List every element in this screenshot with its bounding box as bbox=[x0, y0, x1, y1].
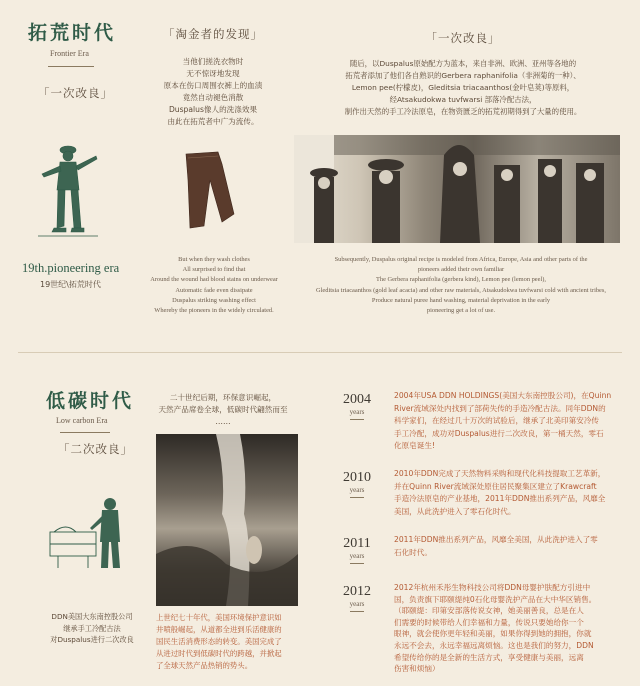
discovery-cn-line: Duspalus像人的洗涤效果 bbox=[168, 105, 258, 114]
timeline-line: （耶颐缇：印第安部落传说女神，她美丽善良，总是在人 bbox=[394, 606, 584, 616]
timeline-line: 美国，从此洗护进入了零石化时代。 bbox=[394, 506, 516, 516]
discovery-en-text bbox=[124, 255, 304, 316]
timeline-line: 2012年杭州禾彤生物科技公司将DDN母婴护肤配方引进中 bbox=[394, 583, 591, 592]
timeline-line: 化原皂诞生! bbox=[394, 441, 436, 451]
era1-caption-cn: 19世纪\拓荒时代 bbox=[40, 280, 101, 289]
era2-left-line: 对Duspalus进行二次改良 bbox=[50, 635, 134, 644]
timeline-line: 科学家们，在经过几十万次的试验后，继承了北美印第安冷传 bbox=[394, 416, 600, 426]
era2-intro bbox=[158, 392, 288, 428]
timeline-line: 2010年DDN完成了天然物料采购和现代化科技提取工艺革新， bbox=[394, 469, 606, 478]
era2-bottom-line: 井喷般崛起，从道都全进到乐活健康的 bbox=[156, 625, 282, 634]
improvement-en-line: Produce natural puree hand washing, material deprivation in the early bbox=[371, 296, 551, 304]
improvement-title: 「一次改良」 bbox=[425, 31, 501, 45]
timeline-rule bbox=[350, 611, 364, 612]
discovery-en-line: But when they wash clothes bbox=[178, 256, 250, 263]
timeline-rule bbox=[350, 419, 364, 420]
timeline-2011-text bbox=[394, 534, 626, 559]
improvement-block bbox=[298, 30, 628, 118]
timeline-year: 2010 bbox=[343, 470, 371, 485]
discovery-cn-line: 原本在伤口周围衣裤上的血渍 bbox=[163, 81, 263, 90]
timeline-2010-marker bbox=[338, 470, 376, 498]
era2-bottom-text bbox=[156, 612, 304, 672]
timeline-line: 们需要的时候带给人们幸福和力量，传说只要她给你一个 bbox=[394, 617, 584, 627]
timeline-line: 2011年DDN推出系列产品，风靡全美国，从此洗护进入了零 bbox=[394, 535, 598, 544]
pioneer-figure-illustration bbox=[38, 138, 98, 240]
era2-left-line: DDN美国大东南控股公司 bbox=[51, 612, 133, 621]
timeline-line: 永远不会去，永远幸福远离烦恼。这也是我们的努力，DDN bbox=[394, 640, 594, 650]
improvement-en-line: Subsequently, Duspalus original recipe is modeled from Africa, Europe, Asia and other parts of the bbox=[334, 256, 588, 263]
era1-header bbox=[28, 18, 118, 101]
historic-group-photo bbox=[294, 135, 620, 243]
improvement-cn-line: Lemon pee(柠檬皮)，Gleditsia triacaanthos(金叶皂荚)等原料， bbox=[351, 83, 575, 92]
era2-title: 低碳时代 bbox=[46, 390, 135, 412]
improvement-en-line: The Gerbera raphanifolia (gerbera kind), Lemon pee (lemon peel), bbox=[376, 276, 546, 284]
improvement-cn-line: 经Atsakudokwa tuvfwarsi 部落冷配古法， bbox=[389, 95, 537, 104]
timeline-line: 手造冷法原皂的产业基地，2011年DDN推出系列产品，风靡全 bbox=[394, 494, 606, 504]
timeline-line: 国，负责旗下耶颐缇纯0石化母婴洗护产品在大中华区销售。 bbox=[394, 594, 597, 604]
timeline-line: 2004年USA DDN HOLDINGS(美国大东南控股公司)，在Quinn bbox=[394, 391, 612, 400]
timeline-2004-text bbox=[394, 390, 626, 453]
era1-caption-en: 19th.pioneering era bbox=[22, 261, 120, 275]
timeline-2012-text bbox=[394, 582, 626, 675]
workshop-figure-illustration bbox=[46, 492, 128, 572]
timeline-year: 2004 bbox=[343, 392, 371, 407]
trousers-illustration bbox=[178, 150, 242, 232]
timeline-line: 并在Quinn River流域深处原住居民聚集区建立了Krawcraft bbox=[394, 481, 597, 491]
era2-intro-line: 二十世纪后期，环保意识崛起， bbox=[169, 393, 277, 402]
timeline-2011-marker bbox=[338, 536, 376, 564]
era2-tag: 「二次改良」 bbox=[58, 442, 133, 456]
discovery-title: 「淘金者的发现」 bbox=[163, 27, 263, 41]
waterfall-photo bbox=[156, 434, 298, 606]
timeline-line: 伤害和烦恼） bbox=[394, 664, 440, 674]
era2-bottom-line: 国民生活消费形态的转变。美国完成了 bbox=[156, 637, 282, 646]
timeline-years-label: years bbox=[349, 408, 365, 416]
improvement-en-line: pioneers added their own familiar bbox=[417, 266, 505, 274]
era2-bottom-line: 了全球天然产品热销的势头。 bbox=[156, 661, 253, 670]
era2-divider bbox=[60, 432, 110, 433]
era1-subtitle: Frontier Era bbox=[50, 49, 89, 58]
discovery-block bbox=[140, 26, 286, 128]
timeline-year: 2011 bbox=[343, 536, 371, 551]
era2-subtitle: Low carbon Era bbox=[56, 416, 108, 425]
era2-intro-line: 天然产品席卷全球，低碳时代翩然而至 bbox=[158, 405, 288, 414]
discovery-en-line: Whereby the pioneers in the widely circulated. bbox=[154, 307, 274, 315]
timeline-line: 希望传给你的是全新的生活方式，享受健康与美丽，远离 bbox=[394, 652, 584, 662]
section-divider bbox=[18, 352, 622, 353]
improvement-cn-line: 拓荒者添加了他们各自熟识的Gerbera raphanifolia（非洲菊的一种）、 bbox=[345, 71, 581, 80]
timeline-2004-marker bbox=[338, 392, 376, 420]
discovery-en-line: Duspalus striking washing effect bbox=[172, 296, 256, 304]
improvement-en-text bbox=[298, 255, 624, 316]
discovery-cn-line: 当他们搓洗衣物时 bbox=[182, 57, 244, 66]
timeline-rule bbox=[350, 497, 364, 498]
era1-title: 拓荒时代 bbox=[28, 22, 117, 44]
improvement-cn-line: 随后，以Duspalus原始配方为蓝本，来自非洲、欧洲、亚州等各地的 bbox=[349, 59, 577, 68]
era2-header bbox=[46, 386, 156, 457]
discovery-cn-line: 无不惊讶地发现 bbox=[186, 69, 240, 78]
discovery-en-line: Around the wound had blood stains on underwear bbox=[150, 276, 278, 284]
timeline-2010-text bbox=[394, 468, 626, 518]
discovery-cn-text bbox=[140, 56, 286, 128]
timeline-line: River流域深处内找到了部荷失传的手造冷配古法。同年DDN的 bbox=[394, 403, 606, 413]
improvement-cn-text bbox=[298, 58, 628, 118]
improvement-en-line: Gleditsia triacaanthos (gold leaf acacia) and other raw materials, Atsakudokwa tuvfwarsi cold with ancient tribes, bbox=[316, 286, 606, 294]
timeline-years-label: years bbox=[349, 552, 365, 560]
improvement-cn-line: 制作出天然的手工冷法原皂，在物资匮乏的拓荒初期得到了大量的使用。 bbox=[344, 107, 582, 116]
era2-left-text bbox=[34, 611, 150, 646]
timeline-year: 2012 bbox=[343, 584, 371, 599]
timeline-rule bbox=[350, 563, 364, 564]
era2-intro-line: …… bbox=[215, 417, 231, 426]
era2-bottom-line: 上世纪七十年代，美国环境保护意识如 bbox=[156, 613, 282, 622]
timeline-line: 眼神，就会使你更年轻和美丽，如果你得到她的拥抱，你就 bbox=[394, 629, 592, 639]
timeline-line: 手工冷配，成功对Duspalus进行二次改良，第一桶天然，零石 bbox=[394, 428, 604, 438]
era1-divider bbox=[48, 66, 94, 67]
era1-tag: 「一次改良」 bbox=[38, 86, 113, 100]
discovery-cn-line: 竟然自动褪色消散 bbox=[182, 93, 244, 102]
discovery-en-line: All surprised to find that bbox=[182, 266, 246, 274]
timeline-years-label: years bbox=[349, 486, 365, 494]
timeline-years-label: years bbox=[349, 600, 365, 608]
timeline-2012-marker bbox=[338, 584, 376, 612]
discovery-cn-line: 由此在拓荒者中广为流传。 bbox=[167, 117, 259, 126]
era2-bottom-line: 从进过时代到低碳时代的跨越，并掀起 bbox=[156, 649, 282, 658]
era2-left-line: 继承手工冷配古法 bbox=[63, 623, 121, 633]
improvement-en-line: pioneering get a lot of use. bbox=[426, 307, 496, 315]
discovery-en-line: Automatic fade even dissipate bbox=[175, 286, 253, 294]
timeline-line: 石化时代。 bbox=[394, 547, 432, 557]
